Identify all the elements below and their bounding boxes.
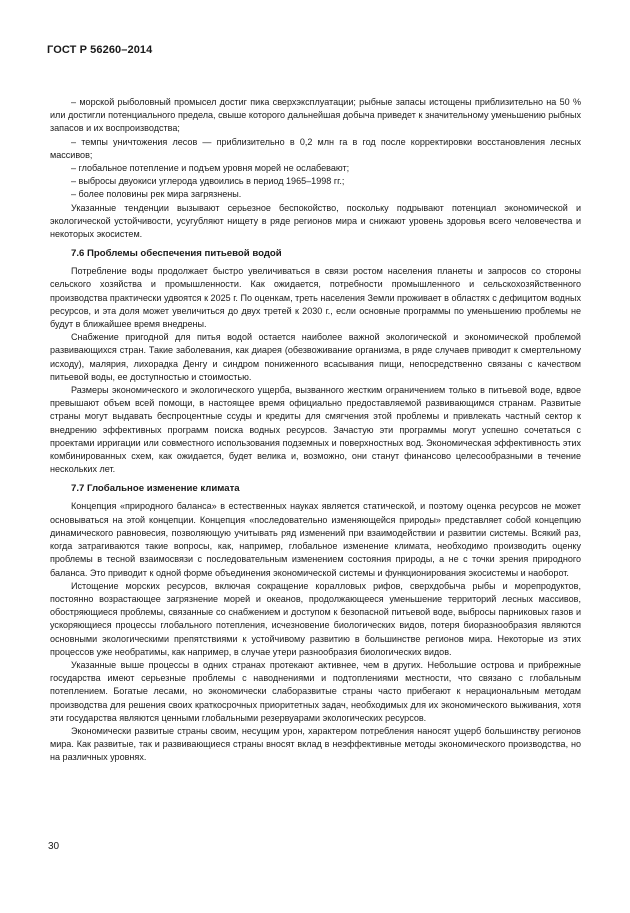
paragraph-7-6-3: Размеры экономического и экологического ущерба, вызванного жестким ограничением только в питьевой воде, вдвое превышают объем всей помощи, в настоящее время официально предоставляемой развивающимся странам. Развитые страны могут выдавать беспроцентные ссуды и кредиты для смягчения этой проблемы и привлекать частный сектор к внедрению эффективных программ поиска водных ресурсов. Зачастую эти программы могут успешно сочетаться с проектами ирригации или совместного использования подземных и поверхностных вод. Экономическая эффективность этих комбинированных схем, как ожидается, будет велика и, возможно, они станут финансово целесообразными в течение нескольких лет. [50,385,581,475]
paragraph-7-7-4: Экономически развитые страны своим, несущим урон, характером потребления наносят ущерб большинству регионов мира. Как развитые, так и развивающиеся страны вносят вклад в неэффективные методы экономического производства, но на различных уровнях. [50,725,581,763]
list-item-fishing: – морской рыболовный промысел достиг пика сверхэксплуатации; рыбные запасы истощены приблизительно на 50 % или достигли потенциального предела, свыше которого дальнейшая добыча приведет к значительному уменьшению рыбных запасов и их воспроизводства; [50,97,581,134]
list-item-rivers: – более половины рек мира загрязнены. [71,189,242,200]
paragraph-7-6-2: Снабжение пригодной для питья водой остается наиболее важной экологической и экономической проблемой развивающихся стран. Такие заболевания, как диарея (обезвоживание организма, в ряде случаев приводит к смертельному исходу), малярия, лихорадка Денгу и синдром пониженного всасывания пищи, непосредственно связаны с качеством питьевой воды, ее доступностью и стоимостью. [50,332,581,382]
paragraph-7-7-3: Указанные выше процессы в одних странах протекают активнее, чем в других. Небольшие острова и прибрежные государства имеют серьезные проблемы с наводнениями и подтоплениями местности, что связано с глобальным потеплением. Богатые лесами, но экономически слаборазвитые страны часто прибегают к нерациональным методам производства для решения своих краткосрочных приоритетных задач, необходимых для их экономического выживания, хотя эти государства являются ценными глобальными резервуарами экологических ресурсов. [50,659,581,723]
paragraph-7-7-2: Истощение морских ресурсов, включая сокращение коралловых рифов, сверхдобыча рыбы и морепродуктов, постоянно возрастающее загрязнение морей и океанов, продолжающееся уменьшение территорий лесных массивов, обостряющиеся проблемы, связанные со снабжением и доступом к безопасной питьевой воде, выбросы парниковых газов и ускоряющиеся процессы глобального потепления, исчезновение биологических видов, потеря биоразнообразия являются основными экологическими препятствиями к устойчивому развитию в большинстве регионов мира. Некоторые из этих процессов уже необратимы, как например, в случае утери разнообразия биологических видов. [50,580,581,657]
list-item-deforestation: – темпы уничтожения лесов — приблизительно в 0,2 млн га в год после корректировки восстановления лесных массивов; [50,136,581,160]
paragraph-7-6-1: Потребление воды продолжает быстро увеличиваться в связи ростом населения планеты и запросов со стороны сельского хозяйства и промышленности. Как ожидается, потребности промышленного и сельскохозяйственного производства практически удвоятся к 2025 г. По оценкам, треть населения Земли проживает в областях с дефицитом водных ресурсов, и эта доля может увеличиться до двух третей к 2030 г., если основные программы по уменьшению проблемы не будут в ближайшее время внедрены. [50,266,581,330]
paragraph-trends: Указанные тенденции вызывают серьезное беспокойство, поскольку подрывают потенциал экономической и экологической устойчивости, усугубляют нищету в ряде регионов мира и снижают уровень здоровья всего человечества и некоторых экосистем. [50,202,581,240]
page-number: 30 [48,841,60,852]
page-header: ГОСТ Р 56260–2014 [47,44,153,56]
paragraph-7-7-1: Концепция «природного баланса» в естественных науках является статической, и поэтому оценка ресурсов не может основываться на этой концепции. Концепция «последовательно изменяющейся природы» представляет собой концепцию динамического равновесия, позволяющую учитывать ряд изменений при взаимодействии и развитии системы. Всякий раз, когда затрагиваются такие вопросы, как, например, глобальное изменение климата, необходимо производить оценку проблемы в тесной взаимосвязи с последовательным изменением состояния природы, а не с точки зрения природного баланса. Это приводит к одной форме объединения экономической системы и функционирования экосистемы и наоборот. [50,501,581,578]
section-heading-7-7: 7.7 Глобальное изменение климата [71,483,240,495]
page-body [50,96,581,765]
section-heading-7-6: 7.6 Проблемы обеспечения питьевой водой [71,248,282,260]
list-item-warming: – глобальное потепление и подъем уровня морей не ослабевают; [71,163,350,174]
list-item-co2: – выбросы двуокиси углерода удвоились в период 1965–1998 гг.; [71,176,345,187]
